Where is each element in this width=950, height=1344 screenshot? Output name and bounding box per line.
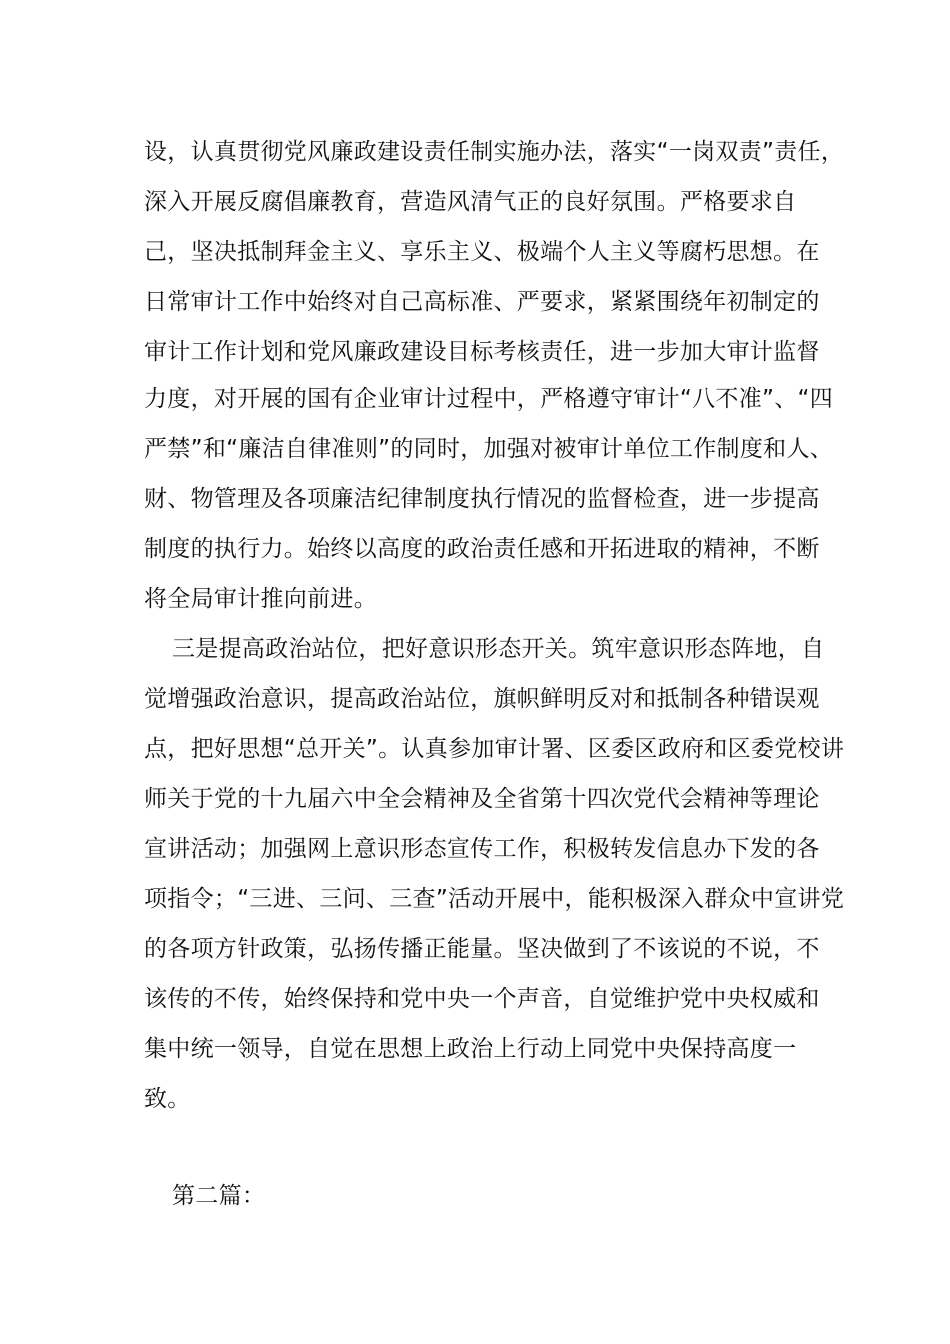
text-line: 项指令；“三进、三问、三查”活动开展中，能积极深入群众中宣讲党 [144,886,845,912]
text-line: 的各项方针政策，弘扬传播正能量。坚决做到了不该说的不说，不 [144,936,820,962]
text-line: 深入开展反腐倡廉教育，营造风清气正的良好氛围。严格要求自 [144,189,797,215]
text-line: 该传的不传，始终保持和党中央一个声音，自觉维护党中央权威和 [144,986,820,1012]
section-heading: 第二篇： [172,1183,266,1209]
text-line: 将全局审计推向前进。 [144,586,377,612]
text-line: 财、物管理及各项廉洁纪律制度执行情况的监督检查，进一步提高 [144,486,820,512]
text-line: 觉增强政治意识，提高政治站位，旗帜鲜明反对和抵制各种错误观 [144,686,820,712]
text-line: 致。 [144,1086,191,1112]
text-line: 力度，对开展的国有企业审计过程中，严格遵守审计“八不准”、“四 [144,386,834,412]
text-line: 宣讲活动；加强网上意识形态宣传工作，积极转发信息办下发的各 [144,836,820,862]
text-line: 己，坚决抵制拜金主义、享乐主义、极端个人主义等腐朽思想。在 [144,239,820,265]
text-line: 设，认真贯彻党风廉政建设责任制实施办法，落实“一岗双责”责任， [144,139,845,165]
text-line: 审计工作计划和党风廉政建设目标考核责任，进一步加大审计监督 [144,339,820,365]
paragraph-first-line: 三是提高政治站位，把好意识形态开关。筑牢意识形态阵地，自 [172,636,825,662]
text-line: 师关于党的十九届六中全会精神及全省第十四次党代会精神等理论 [144,786,820,812]
text-line: 集中统一领导，自觉在思想上政治上行动上同党中央保持高度一 [144,1036,797,1062]
text-line: 严禁”和“廉洁自律准则”的同时，加强对被审计单位工作制度和人、 [144,436,834,462]
text-line: 点，把好思想“总开关”。认真参加审计署、区委区政府和区委党校讲 [144,736,845,762]
text-line: 制度的执行力。始终以高度的政治责任感和开拓进取的精神，不断 [144,536,820,562]
text-line: 日常审计工作中始终对自己高标准、严要求，紧紧围绕年初制定的 [144,289,820,315]
